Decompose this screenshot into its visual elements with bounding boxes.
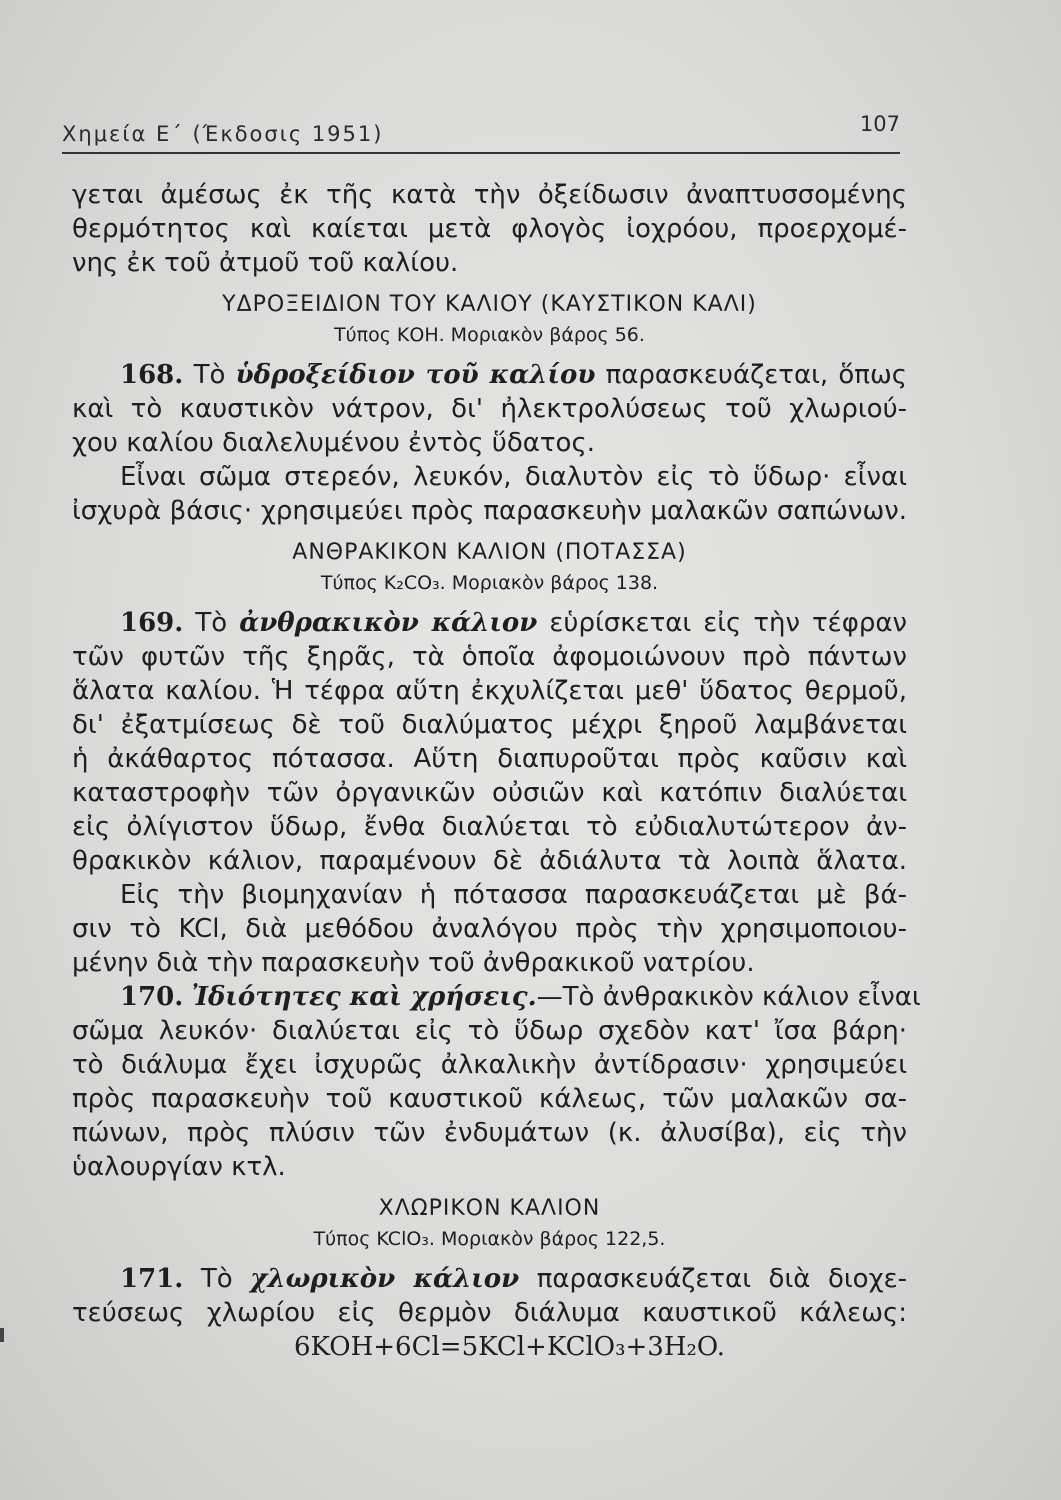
term: χλωρικὸν κάλιον (250, 1264, 520, 1294)
paragraph-170-first-line (72, 980, 921, 1014)
text-line: ὑαλουργίαν κτλ. (72, 1152, 286, 1182)
text-fragment: Τὸ (195, 608, 228, 638)
page-number: 107 (859, 112, 900, 136)
text-line: σιν τὸ KCl, διὰ μεθόδου ἀναλόγου πρὸς τὴν χρησιμοποιου- (72, 914, 907, 944)
text-line: δι' ἐξατμίσεως δὲ τοῦ διαλύματος μέχρι ξηροῦ λαμβάνεται (72, 710, 907, 740)
paragraph-number: 169. (120, 608, 184, 638)
page-header (62, 112, 900, 154)
formula-k2co3: Τύπος K₂CO₃. Μοριακὸν βάρος 138. (320, 572, 659, 594)
paragraph-169-first-line (72, 606, 907, 640)
text-line: τῶν φυτῶν τῆς ξηρᾶς, τὰ ὁποῖα ἀφομοιώνουν πρὸ πάντων (72, 642, 907, 672)
section-heading-kclo3: ΧΛΩΡΙΚΟΝ ΚΑΛΙΟΝ (378, 1196, 601, 1221)
term: ὑδροξείδιον τοῦ καλίου (235, 360, 596, 390)
text-line: τὸ διάλυμα ἔχει ἰσχυρῶς ἀλκαλικὴν ἀντίδρασιν· χρησιμεύει (72, 1050, 907, 1080)
section-heading-k2co3: ΑΝΘΡΑΚΙΚΟΝ ΚΑΛΙΟΝ (ΠΟΤΑΣΣΑ) (292, 540, 687, 565)
paragraph-number: 171. (120, 1264, 184, 1294)
text-line: Εἶναι σῶμα στερεόν, λευκόν, διαλυτὸν εἰς τὸ ὕδωρ· εἶναι (120, 462, 907, 492)
text-fragment: παρασκευάζεται διὰ διοχε- (536, 1264, 908, 1294)
text-line: τεύσεως χλωρίου εἰς θερμὸν διάλυμα καυστικοῦ κάλεως: (72, 1298, 907, 1328)
text-line: μένην διὰ τὴν παρασκευὴν τοῦ ἀνθρακικοῦ νατρίου. (72, 948, 755, 978)
text-line: εἰς ὀλίγιστον ὕδωρ, ἔνθα διαλύεται τὸ εὐδιαλυτώτερον ἀν- (72, 812, 907, 842)
paragraph-168-first-line (72, 358, 907, 392)
running-title: Χημεία Ε΄ (Έκδοσις 1951) (62, 122, 384, 146)
text-line: πώνων, πρὸς πλύσιν τῶν ἐνδυμάτων (κ. ἀλυσίβα), εἰς τὴν (72, 1118, 907, 1148)
text-line: ἅλατα καλίου. Ἡ τέφρα αὕτη ἐκχυλίζεται μεθ' ὕδατος θερμοῦ, (72, 676, 907, 706)
text-fragment: Τὸ (200, 1264, 233, 1294)
paragraph-171-first-line (72, 1262, 907, 1296)
text-fragment: παρασκευάζεται, ὅπως (605, 360, 907, 390)
section-heading-koh: ΥΔΡΟΞΕΙΔΙΟΝ ΤΟΥ ΚΑΛΙΟΥ (ΚΑΥΣΤΙΚΟΝ ΚΑΛΙ) (222, 292, 757, 317)
text-line: νης ἐκ τοῦ ἀτμοῦ τοῦ καλίου. (72, 248, 459, 278)
page-body (72, 178, 921, 1364)
text-fragment: εὑρίσκεται εἰς τὴν τέφραν (549, 608, 908, 638)
text-fragment: —Τὸ ἀνθρακικὸν κάλιον εἶναι (536, 982, 921, 1012)
term: Ἰδιότητες καὶ χρήσεις. (191, 982, 537, 1012)
text-line: θρακικὸν κάλιον, παραμένουν δὲ ἀδιάλυτα τὰ λοιπὰ ἅλατα. (72, 846, 907, 876)
text-line: γεται ἀμέσως ἐκ τῆς κατὰ τὴν ὀξείδωσιν ἀναπτυσσομένης (72, 180, 907, 210)
text-line: χου καλίου διαλελυμένου ἐντὸς ὕδατος. (72, 428, 595, 458)
text-line: σῶμα λευκόν· διαλύεται εἰς τὸ ὕδωρ σχεδὸν κατ' ἴσα βάρη· (72, 1016, 907, 1046)
paragraph-number: 168. (120, 360, 184, 390)
text-line: καταστροφὴν τῶν ὀργανικῶν οὐσιῶν καὶ κατόπιν διαλύεται (72, 778, 907, 808)
term: ἀνθρακικὸν κάλιον (239, 608, 538, 638)
text-line: καὶ τὸ καυστικὸν νάτρον, δι' ἠλεκτρολύσεως τοῦ χλωριού- (72, 394, 907, 424)
page-edge-mark (0, 1328, 4, 1342)
text-line: πρὸς παρασκευὴν τοῦ καυστικοῦ κάλεως, τῶν μαλακῶν σα- (72, 1084, 907, 1114)
text-line: Εἰς τὴν βιομηχανίαν ἡ πότασσα παρασκευάζεται μὲ βά- (120, 880, 907, 910)
chemical-equation: 6KOH+6Cl=5KCl+KClO₃+3H₂O. (294, 1332, 725, 1362)
text-line: θερμότητος καὶ καίεται μετὰ φλογὸς ἰοχρόου, προερχομέ- (72, 214, 907, 244)
formula-koh: Τύπος ΚΟΗ. Μοριακὸν βάρος 56. (334, 324, 645, 346)
text-line: ἡ ἀκάθαρτος πότασσα. Αὕτη διαπυροῦται πρὸς καῦσιν καὶ (72, 744, 907, 774)
paragraph-number: 170. (120, 982, 184, 1012)
text-fragment: Τὸ (193, 360, 226, 390)
text-line: ἰσχυρὰ βάσις· χρησιμεύει πρὸς παρασκευὴν μαλακῶν σαπώνων. (72, 496, 907, 526)
formula-kclo3: Τύπος KClO₃. Μοριακὸν βάρος 122,5. (313, 1228, 666, 1250)
